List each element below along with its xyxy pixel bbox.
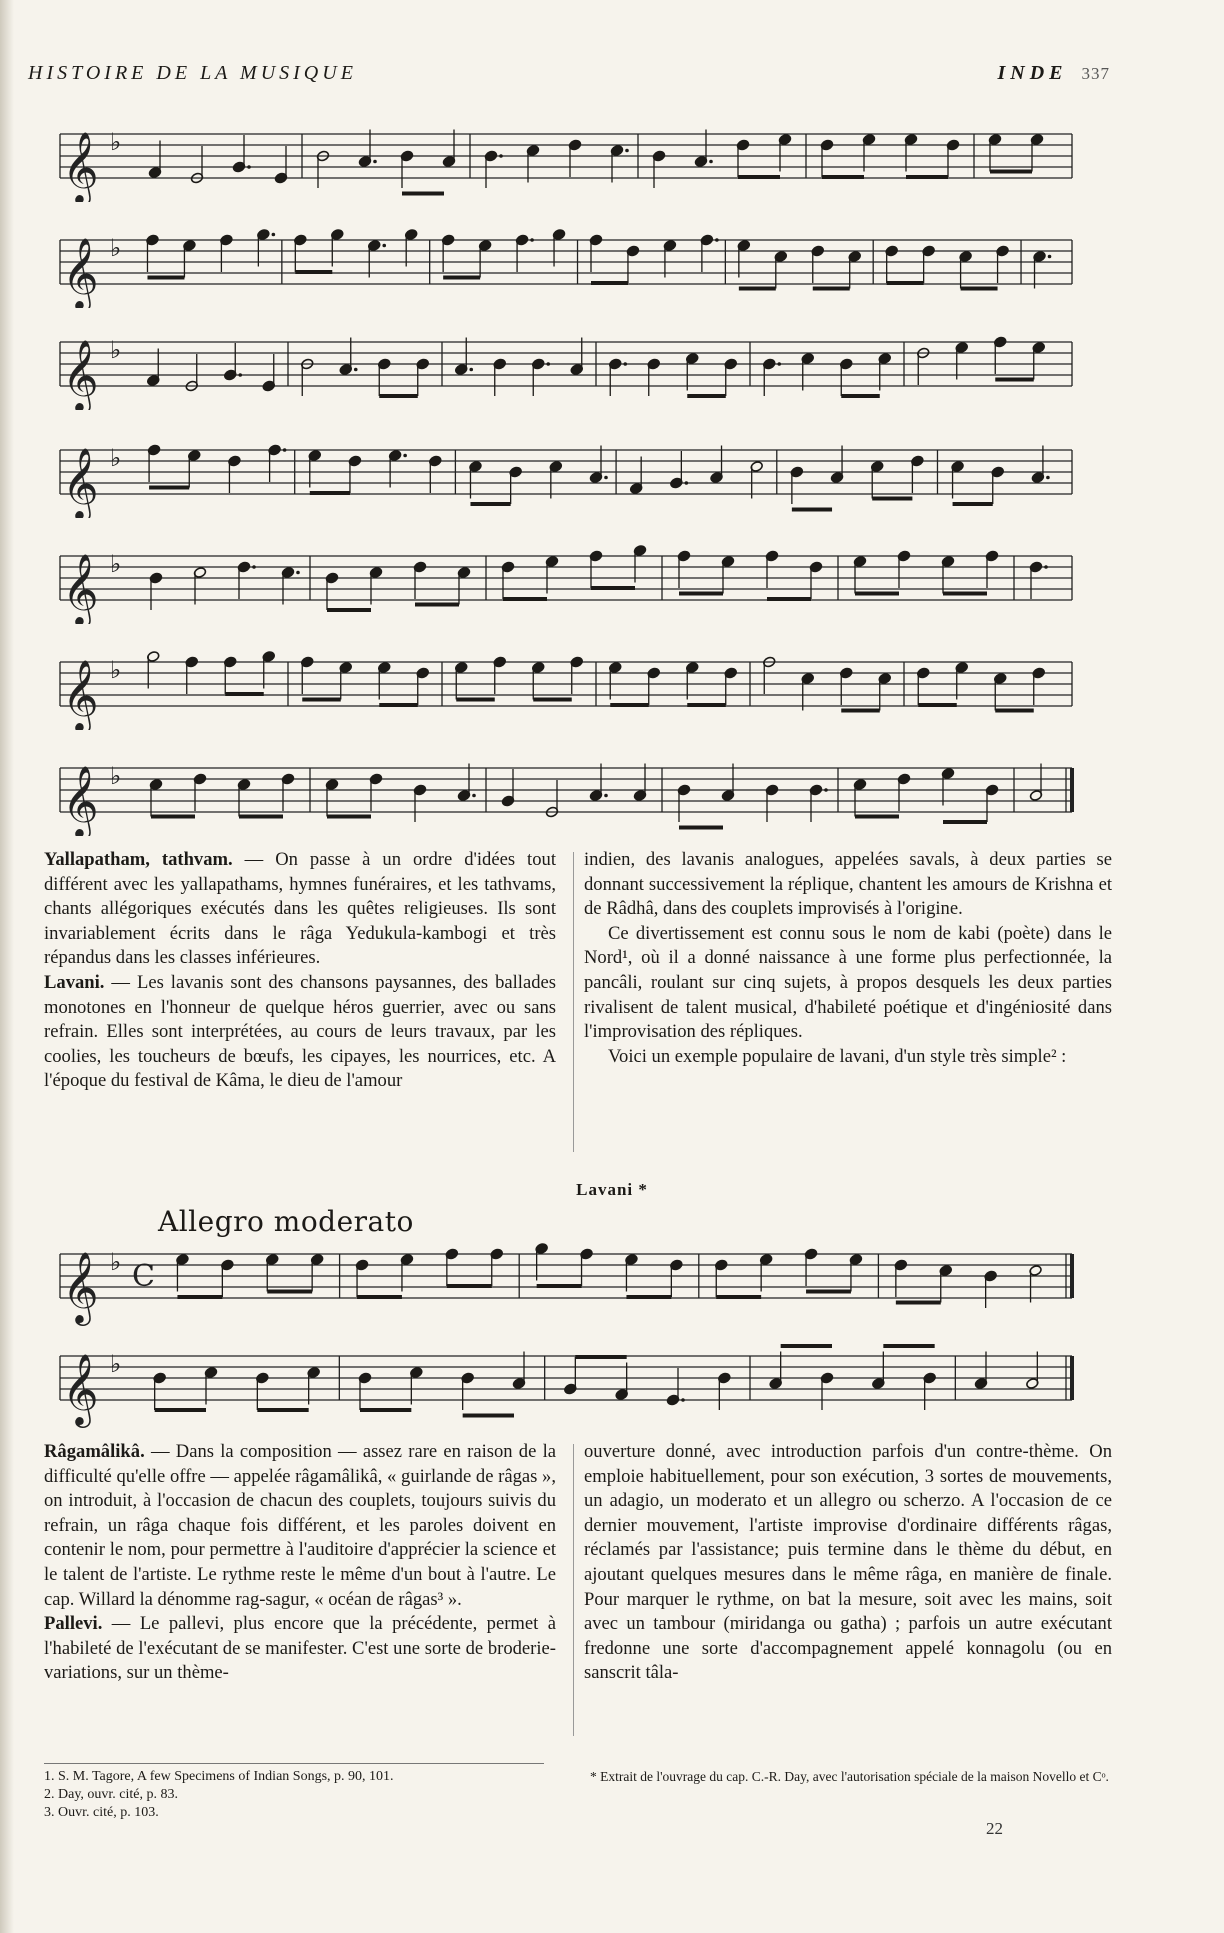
treble-clef: 𝄞	[62, 658, 99, 730]
column-rule-2	[573, 1444, 574, 1736]
note-dot	[625, 149, 629, 153]
music-system-1	[52, 112, 1082, 202]
note-dot	[472, 794, 476, 798]
music-system-3	[52, 320, 1082, 410]
staff-5	[52, 534, 1082, 624]
note-dot	[709, 160, 713, 164]
note-dot	[354, 368, 358, 372]
staff-1	[52, 112, 1082, 202]
note-dot	[1044, 565, 1048, 569]
note-dot	[604, 794, 608, 798]
lavani-system-1	[52, 1228, 1082, 1328]
music-system-4	[52, 428, 1082, 518]
note-dot	[403, 454, 407, 458]
treble-clef: 𝄞	[62, 552, 99, 624]
note-dot	[1046, 476, 1050, 480]
note-dot	[546, 362, 550, 366]
key-signature-flat: ♭	[110, 1350, 122, 1378]
note-dot	[1048, 255, 1052, 259]
heading-ragamalika: Râgamâlikâ.	[44, 1441, 145, 1462]
heading-yallapatham: Yallapatham, tathvam.	[44, 849, 233, 870]
staff-6	[52, 640, 1082, 730]
footnote-2: 2. Day, ouvr. cité, p. 83.	[44, 1787, 179, 1802]
header-page-number: 337	[1081, 64, 1110, 83]
tempo-marking: Allegro moderato	[158, 1205, 414, 1238]
lavani-staff-1	[52, 1228, 1082, 1328]
footnote-1: 1. S. M. Tagore, A few Specimens of Indian Songs, p. 90, 101.	[44, 1769, 394, 1784]
note-dot	[824, 788, 828, 792]
header-section-label: INDE	[997, 62, 1068, 84]
treble-clef: 𝄞	[62, 236, 99, 308]
right-column-1	[584, 848, 1112, 1069]
key-signature-flat: ♭	[110, 128, 122, 156]
piece-title: Lavani *	[576, 1180, 648, 1199]
left-column-1	[44, 848, 556, 1094]
note-dot	[530, 238, 534, 242]
key-signature-flat: ♭	[110, 1248, 122, 1276]
paragraph-yallapatham	[44, 848, 556, 971]
text-lavani-left: — Les lavanis sont des chansons paysannes, des ballades monotones en l'honneur de quelque héros guerrier, avec ou sans refrain. Elles sont interprétées, au cours de leurs travaux, par les coolies, les toucheurs de bœufs, les cipayes, les nourrices, etc. A l'époque du festival de Kâma, le dieu de l'amour	[44, 971, 556, 1092]
staff-4	[52, 428, 1082, 518]
treble-clef: 𝄞	[62, 446, 99, 518]
staff-3	[52, 320, 1082, 410]
note-dot	[272, 233, 276, 237]
note-dot	[685, 481, 689, 485]
staff-7	[52, 746, 1082, 836]
text-lavani-right-3: Voici un exemple populaire de lavani, d'un style très simple² :	[608, 1045, 1067, 1067]
key-signature-flat: ♭	[110, 234, 122, 262]
music-system-6	[52, 640, 1082, 730]
text-lavani-right-2: Ce divertissement est connu sous le nom de kabi (poète) dans le Nord¹, où il a donné naissance à une forme plus perfectionnée, la pancâli, roulant sur cinq sujets, à propos desquels les deux parties rivalisent de talent musical, d'habileté poétique et d'ingéniosité dans l'improvisation des répliques.	[584, 922, 1112, 1043]
music-system-7	[52, 746, 1082, 836]
heading-lavani: Lavani.	[44, 971, 105, 993]
music-system-2	[52, 218, 1082, 308]
note-dot	[296, 571, 300, 575]
note-dot	[252, 565, 256, 569]
paragraph-ragamalika	[44, 1440, 556, 1612]
note-dot	[238, 373, 242, 377]
note-dot	[623, 362, 627, 366]
note-dot	[715, 238, 719, 242]
page-gutter-shadow	[0, 0, 14, 1933]
running-header	[28, 62, 1110, 92]
paragraph-pallevi	[44, 1612, 556, 1686]
time-signature: C	[132, 1259, 155, 1294]
music-system-5	[52, 534, 1082, 624]
key-signature-flat: ♭	[110, 336, 122, 364]
lavani-system-2	[52, 1330, 1082, 1430]
heading-pallevi: Pallevi.	[44, 1613, 103, 1635]
paragraph-lavani	[44, 971, 556, 1094]
footnote-3: 3. Ouvr. cité, p. 103.	[44, 1805, 159, 1820]
footnotes	[44, 1763, 544, 1822]
text-pallevi-right: ouverture donné, avec introduction parfois d'un contre-thème. On emploie habituellement, pour son exécution, 3 sortes de mouvements, un adagio, un moderato et un allegro ou scherzo. A l'occasion de ce dernier mouvement, l'artiste improvise d'ordinaire différents râgas, réclamés par l'assistance; puis termine dans le thème du début, en ajoutant quelques mesures dans le même râga, en manière de finale. Pour marquer le rythme, on bat la mesure, soit avec les mains, soit avec un tambour (miridanga ou gatha) ; parfois un autre exécutant fredonne une sorte d'accompagnement appelé konnagolu (ou en sanscrit tâla-	[584, 1441, 1112, 1684]
treble-clef: 𝄞	[62, 764, 99, 836]
note-dot	[604, 476, 608, 480]
note-dot	[681, 1398, 685, 1402]
header-title: HISTOIRE DE LA MUSIQUE	[28, 62, 357, 84]
treble-clef: 𝄞	[62, 1250, 99, 1323]
header-section	[997, 62, 1110, 85]
right-column-2	[584, 1440, 1112, 1686]
page-number: 22	[986, 1819, 1003, 1838]
treble-clef: 𝄞	[62, 1352, 99, 1425]
key-signature-flat: ♭	[110, 444, 122, 472]
lavani-staff-2	[52, 1330, 1082, 1430]
note-dot	[777, 362, 781, 366]
text-pallevi-left: — Le pallevi, plus encore que la précédente, permet à l'habileté de l'exécutant de se manifester. C'est une sorte de broderie-variations, sur un thème-	[44, 1613, 556, 1684]
key-signature-flat: ♭	[110, 656, 122, 684]
treble-clef: 𝄞	[62, 130, 99, 202]
note-dot	[469, 368, 473, 372]
footnote-star: * Extrait de l'ouvrage du cap. C.-R. Day, avec l'autorisation spéciale de la maison Novello et Cᵒ.	[590, 1769, 1109, 1784]
note-dot	[382, 244, 386, 248]
key-signature-flat: ♭	[110, 762, 122, 790]
treble-clef: 𝄞	[62, 338, 99, 410]
text-lavani-right-1: indien, des lavanis analogues, appelées savals, à deux parties se donnant successivement la réplique, chantent les amours de Krishna et de Râdhâ, dans des couplets improvisés à l'origine.	[584, 849, 1112, 920]
text-ragamalika: — Dans la composition — assez rare en raison de la difficulté qu'elle offre — appelée râgamâlikâ, « guirlande de râgas », on introduit, à l'occasion de chacun des couplets, toujours suivis du refrain, un râga chaque fois différent, et les paroles doivent en contenir le nom, pour permettre à l'auditoire d'apprécier la science et le talent de l'artiste. Le rythme reste le même d'un bout à l'autre. Le cap. Willard la dénomme rag-sagur, « océan de râgas³ ».	[44, 1441, 556, 1610]
note-dot	[499, 154, 503, 158]
column-rule-1	[573, 852, 574, 1152]
key-signature-flat: ♭	[110, 550, 122, 578]
note-dot	[247, 165, 251, 169]
note-dot	[373, 160, 377, 164]
text-yallapatham: — On passe à un ordre d'idées tout différent avec les yallapathams, hymnes funéraires, et les tathvams, chants allégoriques exécutés dans les quêtes religieuses. Ils sont invariablement écrits dans le râga Yedukula-kambogi et très répandus dans les classes inférieures.	[44, 849, 556, 969]
staff-2	[52, 218, 1082, 308]
left-column-2	[44, 1440, 556, 1686]
note-dot	[283, 448, 287, 452]
